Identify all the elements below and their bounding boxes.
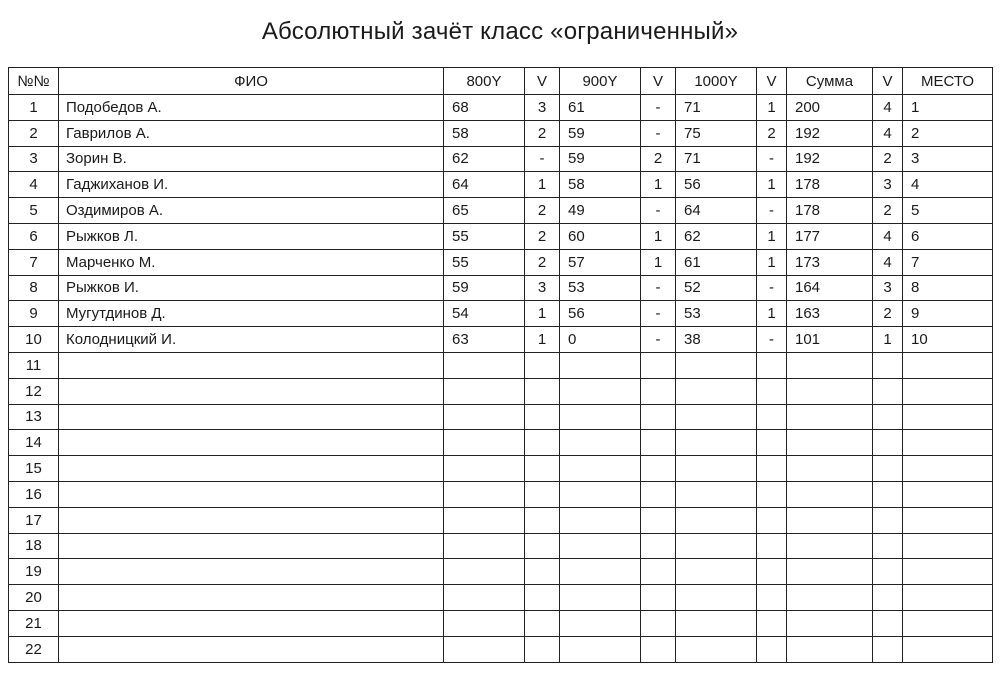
cell-1000y — [676, 533, 757, 559]
cell-place — [903, 404, 993, 430]
cell-800y — [444, 404, 525, 430]
cell-900y — [560, 610, 641, 636]
table-header-row — [9, 68, 993, 95]
cell-sum-v: 1 — [873, 327, 903, 353]
cell-number: 22 — [9, 636, 59, 662]
cell-1000y-v — [757, 636, 787, 662]
cell-1000y: 64 — [676, 198, 757, 224]
table-row — [9, 585, 993, 611]
cell-900y-v — [641, 378, 676, 404]
cell-place: 6 — [903, 223, 993, 249]
cell-sum-v — [873, 352, 903, 378]
header-number: №№ — [9, 68, 59, 95]
cell-name — [59, 610, 444, 636]
table-row — [9, 223, 993, 249]
cell-900y-v — [641, 533, 676, 559]
cell-800y-v: 2 — [525, 198, 560, 224]
cell-number: 21 — [9, 610, 59, 636]
cell-name: Зорин В. — [59, 146, 444, 172]
cell-900y-v: 1 — [641, 223, 676, 249]
cell-1000y — [676, 352, 757, 378]
cell-800y-v: 1 — [525, 301, 560, 327]
cell-number: 18 — [9, 533, 59, 559]
cell-sum — [787, 610, 873, 636]
cell-1000y-v: 1 — [757, 223, 787, 249]
cell-name: Мугутдинов Д. — [59, 301, 444, 327]
cell-900y-v — [641, 636, 676, 662]
cell-1000y-v: 1 — [757, 95, 787, 121]
cell-1000y-v: 1 — [757, 172, 787, 198]
cell-800y-v: 1 — [525, 172, 560, 198]
cell-sum-v — [873, 533, 903, 559]
cell-sum-v: 3 — [873, 275, 903, 301]
cell-900y: 57 — [560, 249, 641, 275]
cell-900y — [560, 507, 641, 533]
cell-800y-v: 1 — [525, 327, 560, 353]
cell-800y-v — [525, 610, 560, 636]
cell-800y-v — [525, 585, 560, 611]
table-row — [9, 327, 993, 353]
cell-1000y-v — [757, 610, 787, 636]
cell-sum — [787, 559, 873, 585]
cell-name: Гаврилов А. — [59, 120, 444, 146]
header-1000y-v: V — [757, 68, 787, 95]
cell-sum-v: 4 — [873, 95, 903, 121]
cell-1000y — [676, 559, 757, 585]
cell-place: 1 — [903, 95, 993, 121]
cell-sum — [787, 404, 873, 430]
cell-1000y-v — [757, 533, 787, 559]
cell-800y — [444, 352, 525, 378]
cell-place: 9 — [903, 301, 993, 327]
table-row — [9, 430, 993, 456]
cell-number: 20 — [9, 585, 59, 611]
cell-1000y — [676, 430, 757, 456]
cell-1000y — [676, 636, 757, 662]
cell-800y-v — [525, 378, 560, 404]
cell-sum-v — [873, 481, 903, 507]
cell-1000y-v: 1 — [757, 301, 787, 327]
table-row — [9, 456, 993, 482]
cell-place — [903, 352, 993, 378]
cell-sum-v: 2 — [873, 198, 903, 224]
cell-900y — [560, 378, 641, 404]
header-sum-v: V — [873, 68, 903, 95]
cell-sum — [787, 430, 873, 456]
cell-sum: 177 — [787, 223, 873, 249]
cell-800y — [444, 559, 525, 585]
cell-sum-v — [873, 585, 903, 611]
cell-1000y — [676, 507, 757, 533]
cell-900y: 58 — [560, 172, 641, 198]
cell-800y: 63 — [444, 327, 525, 353]
table-row — [9, 120, 993, 146]
cell-number: 11 — [9, 352, 59, 378]
cell-800y — [444, 481, 525, 507]
table-row — [9, 352, 993, 378]
cell-sum — [787, 352, 873, 378]
cell-sum-v: 4 — [873, 120, 903, 146]
cell-name: Гаджиханов И. — [59, 172, 444, 198]
cell-800y-v — [525, 636, 560, 662]
cell-800y: 55 — [444, 223, 525, 249]
cell-sum-v — [873, 404, 903, 430]
cell-1000y: 53 — [676, 301, 757, 327]
cell-900y-v: - — [641, 95, 676, 121]
table-row — [9, 559, 993, 585]
table-row — [9, 172, 993, 198]
cell-sum-v: 4 — [873, 249, 903, 275]
cell-900y-v — [641, 404, 676, 430]
table-row — [9, 378, 993, 404]
cell-1000y — [676, 610, 757, 636]
cell-800y: 65 — [444, 198, 525, 224]
cell-name — [59, 533, 444, 559]
cell-1000y — [676, 378, 757, 404]
cell-800y — [444, 507, 525, 533]
cell-1000y: 61 — [676, 249, 757, 275]
cell-900y: 0 — [560, 327, 641, 353]
table-row — [9, 610, 993, 636]
cell-name: Подобедов А. — [59, 95, 444, 121]
cell-1000y-v — [757, 430, 787, 456]
cell-place — [903, 636, 993, 662]
cell-number: 17 — [9, 507, 59, 533]
cell-900y — [560, 352, 641, 378]
cell-name: Рыжков И. — [59, 275, 444, 301]
cell-number: 13 — [9, 404, 59, 430]
cell-900y-v: - — [641, 301, 676, 327]
table-row — [9, 507, 993, 533]
cell-sum-v — [873, 636, 903, 662]
cell-1000y — [676, 456, 757, 482]
cell-900y: 60 — [560, 223, 641, 249]
cell-sum — [787, 636, 873, 662]
cell-name: Рыжков Л. — [59, 223, 444, 249]
cell-place: 5 — [903, 198, 993, 224]
cell-name — [59, 507, 444, 533]
cell-number: 1 — [9, 95, 59, 121]
cell-900y-v: - — [641, 198, 676, 224]
cell-number: 15 — [9, 456, 59, 482]
cell-sum — [787, 507, 873, 533]
cell-1000y — [676, 585, 757, 611]
cell-900y-v — [641, 481, 676, 507]
table-row — [9, 404, 993, 430]
cell-name: Оздимиров А. — [59, 198, 444, 224]
page-title: Абсолютный зачёт класс «ограниченный» — [261, 18, 739, 45]
cell-1000y-v — [757, 559, 787, 585]
cell-number: 2 — [9, 120, 59, 146]
cell-sum-v — [873, 559, 903, 585]
cell-1000y-v — [757, 352, 787, 378]
cell-900y-v — [641, 430, 676, 456]
cell-sum: 101 — [787, 327, 873, 353]
cell-1000y — [676, 481, 757, 507]
cell-900y-v — [641, 456, 676, 482]
header-800y: 800Y — [444, 68, 525, 95]
cell-name — [59, 456, 444, 482]
cell-800y: 62 — [444, 146, 525, 172]
cell-900y-v: 2 — [641, 146, 676, 172]
cell-1000y-v: 1 — [757, 249, 787, 275]
table-row — [9, 481, 993, 507]
cell-1000y: 52 — [676, 275, 757, 301]
cell-sum-v — [873, 610, 903, 636]
cell-sum-v — [873, 430, 903, 456]
cell-800y-v — [525, 404, 560, 430]
cell-place — [903, 610, 993, 636]
cell-place: 4 — [903, 172, 993, 198]
cell-1000y: 38 — [676, 327, 757, 353]
cell-name — [59, 559, 444, 585]
cell-sum — [787, 481, 873, 507]
cell-800y — [444, 456, 525, 482]
cell-place: 2 — [903, 120, 993, 146]
cell-800y-v — [525, 533, 560, 559]
cell-place — [903, 507, 993, 533]
cell-place: 3 — [903, 146, 993, 172]
cell-800y-v: 3 — [525, 95, 560, 121]
cell-800y-v — [525, 430, 560, 456]
cell-900y-v: - — [641, 120, 676, 146]
cell-900y-v: 1 — [641, 172, 676, 198]
cell-1000y: 56 — [676, 172, 757, 198]
cell-sum: 178 — [787, 198, 873, 224]
cell-sum-v: 4 — [873, 223, 903, 249]
cell-900y: 56 — [560, 301, 641, 327]
table-row — [9, 533, 993, 559]
cell-1000y-v — [757, 507, 787, 533]
cell-number: 12 — [9, 378, 59, 404]
cell-number: 9 — [9, 301, 59, 327]
cell-number: 10 — [9, 327, 59, 353]
cell-sum: 173 — [787, 249, 873, 275]
cell-800y-v: 2 — [525, 120, 560, 146]
cell-sum-v — [873, 456, 903, 482]
table-row — [9, 249, 993, 275]
cell-place — [903, 559, 993, 585]
cell-800y — [444, 610, 525, 636]
cell-number: 19 — [9, 559, 59, 585]
cell-sum: 164 — [787, 275, 873, 301]
cell-900y — [560, 481, 641, 507]
cell-800y-v: 2 — [525, 249, 560, 275]
cell-number: 14 — [9, 430, 59, 456]
cell-900y — [560, 430, 641, 456]
cell-800y-v — [525, 456, 560, 482]
cell-sum: 200 — [787, 95, 873, 121]
cell-1000y-v — [757, 585, 787, 611]
cell-900y — [560, 456, 641, 482]
cell-number: 8 — [9, 275, 59, 301]
cell-sum-v: 3 — [873, 172, 903, 198]
cell-1000y-v: 2 — [757, 120, 787, 146]
header-name: ФИО — [59, 68, 444, 95]
header-1000y: 1000Y — [676, 68, 757, 95]
cell-sum — [787, 456, 873, 482]
cell-name — [59, 378, 444, 404]
cell-place: 7 — [903, 249, 993, 275]
cell-800y: 64 — [444, 172, 525, 198]
cell-800y — [444, 585, 525, 611]
cell-sum: 192 — [787, 120, 873, 146]
cell-name — [59, 430, 444, 456]
cell-900y-v — [641, 507, 676, 533]
table-row — [9, 95, 993, 121]
cell-900y-v — [641, 585, 676, 611]
cell-900y: 59 — [560, 146, 641, 172]
cell-900y — [560, 636, 641, 662]
cell-number: 7 — [9, 249, 59, 275]
table-row — [9, 636, 993, 662]
cell-place: 10 — [903, 327, 993, 353]
cell-800y-v — [525, 352, 560, 378]
cell-1000y-v — [757, 404, 787, 430]
cell-900y — [560, 404, 641, 430]
table-row — [9, 146, 993, 172]
cell-sum — [787, 585, 873, 611]
header-900y-v: V — [641, 68, 676, 95]
cell-1000y-v: - — [757, 198, 787, 224]
cell-place — [903, 378, 993, 404]
cell-name — [59, 585, 444, 611]
cell-900y-v — [641, 352, 676, 378]
cell-number: 4 — [9, 172, 59, 198]
results-table — [8, 67, 993, 663]
cell-place — [903, 456, 993, 482]
cell-sum: 192 — [787, 146, 873, 172]
cell-name — [59, 404, 444, 430]
cell-sum-v: 2 — [873, 146, 903, 172]
cell-1000y-v — [757, 378, 787, 404]
cell-900y-v — [641, 610, 676, 636]
header-800y-v: V — [525, 68, 560, 95]
cell-place — [903, 585, 993, 611]
cell-900y-v: - — [641, 327, 676, 353]
cell-1000y: 62 — [676, 223, 757, 249]
cell-place — [903, 430, 993, 456]
header-900y: 900Y — [560, 68, 641, 95]
cell-place: 8 — [903, 275, 993, 301]
cell-1000y-v — [757, 456, 787, 482]
cell-name: Колодницкий И. — [59, 327, 444, 353]
cell-1000y: 75 — [676, 120, 757, 146]
cell-800y-v: - — [525, 146, 560, 172]
cell-900y: 61 — [560, 95, 641, 121]
cell-800y — [444, 430, 525, 456]
table-body — [9, 95, 993, 663]
table-row — [9, 275, 993, 301]
cell-sum: 163 — [787, 301, 873, 327]
cell-900y: 59 — [560, 120, 641, 146]
cell-sum — [787, 533, 873, 559]
cell-900y — [560, 559, 641, 585]
cell-800y: 55 — [444, 249, 525, 275]
cell-sum-v: 2 — [873, 301, 903, 327]
cell-name — [59, 352, 444, 378]
cell-800y — [444, 533, 525, 559]
cell-900y-v — [641, 559, 676, 585]
cell-800y-v — [525, 507, 560, 533]
cell-sum-v — [873, 378, 903, 404]
cell-900y: 53 — [560, 275, 641, 301]
cell-900y: 49 — [560, 198, 641, 224]
cell-800y — [444, 378, 525, 404]
cell-number: 16 — [9, 481, 59, 507]
cell-800y-v — [525, 481, 560, 507]
cell-900y — [560, 585, 641, 611]
cell-900y-v: 1 — [641, 249, 676, 275]
cell-800y: 59 — [444, 275, 525, 301]
cell-900y — [560, 533, 641, 559]
cell-sum-v — [873, 507, 903, 533]
cell-number: 5 — [9, 198, 59, 224]
cell-1000y: 71 — [676, 146, 757, 172]
cell-800y — [444, 636, 525, 662]
cell-1000y-v: - — [757, 327, 787, 353]
header-place: МЕСТО — [903, 68, 993, 95]
cell-place — [903, 481, 993, 507]
cell-1000y: 71 — [676, 95, 757, 121]
cell-name: Марченко М. — [59, 249, 444, 275]
cell-800y: 54 — [444, 301, 525, 327]
header-sum: Сумма — [787, 68, 873, 95]
cell-name — [59, 636, 444, 662]
table-row — [9, 198, 993, 224]
cell-number: 3 — [9, 146, 59, 172]
cell-1000y-v: - — [757, 146, 787, 172]
table-row — [9, 301, 993, 327]
cell-number: 6 — [9, 223, 59, 249]
cell-800y: 58 — [444, 120, 525, 146]
cell-sum: 178 — [787, 172, 873, 198]
cell-1000y-v: - — [757, 275, 787, 301]
cell-place — [903, 533, 993, 559]
cell-800y-v: 2 — [525, 223, 560, 249]
cell-1000y-v — [757, 481, 787, 507]
cell-1000y — [676, 404, 757, 430]
cell-900y-v: - — [641, 275, 676, 301]
cell-sum — [787, 378, 873, 404]
cell-name — [59, 481, 444, 507]
cell-800y-v: 3 — [525, 275, 560, 301]
cell-800y-v — [525, 559, 560, 585]
cell-800y: 68 — [444, 95, 525, 121]
